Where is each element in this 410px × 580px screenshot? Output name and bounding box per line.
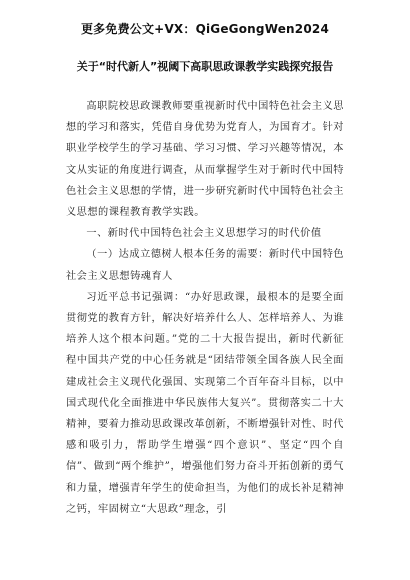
subsection-heading: （一）达成立德树人根本任务的需要：新时代中国特色社会主义思想铸魂育人: [66, 249, 344, 282]
promo-header: 更多免费公文+VX：QiGeGongWen2024: [80, 22, 329, 36]
document-title: 关于“时代新人”视阈下高职思政课教学实践探究报告: [76, 60, 334, 73]
section-heading: 一、新时代中国特色社会主义思想学习的时代价值: [86, 228, 322, 240]
intro-paragraph: 高职院校思政课教师要重视新时代中国特色社会主义思想的学习和落实，凭借自身优势为党育人，为国育才。针对职业学校学生的学习基础、学习习惯、学习兴趣等情况，本文从实证的角度进行调查，从而掌握学生对于新时代中国特色社会主义思想的学情，进一步研究新时代中国特色社会主义思想的课程教育教学实践。: [66, 101, 344, 219]
body-paragraph: 习近平总书记强调：“办好思政课，最根本的是要全面贯彻党的教育方针，解决好培养什么人、怎样培养人、为谁培养人这个根本问题。”党的二十大报告提出，新时代新征程中国共产党的中心任务就是“团结带领全国各族人民全面建成社会主义现代化强国、实现第二个百年奋斗目标，以中国式现代化全面推进中华民族伟大复兴”。贯彻落实二十大精神，要着力推动思政课改革创新，不断增强针对性、时代感和吸引力，帮助学生增强“四个意识”、坚定“四个自信”、做到“两个维护”，增强他们努力奋斗开拓创新的勇气和力量，增强青年学生的使命担当，为他们的成长补足精神之钙，牢固树立“大思政”理念，引: [66, 291, 344, 515]
document-body: [66, 96, 344, 520]
